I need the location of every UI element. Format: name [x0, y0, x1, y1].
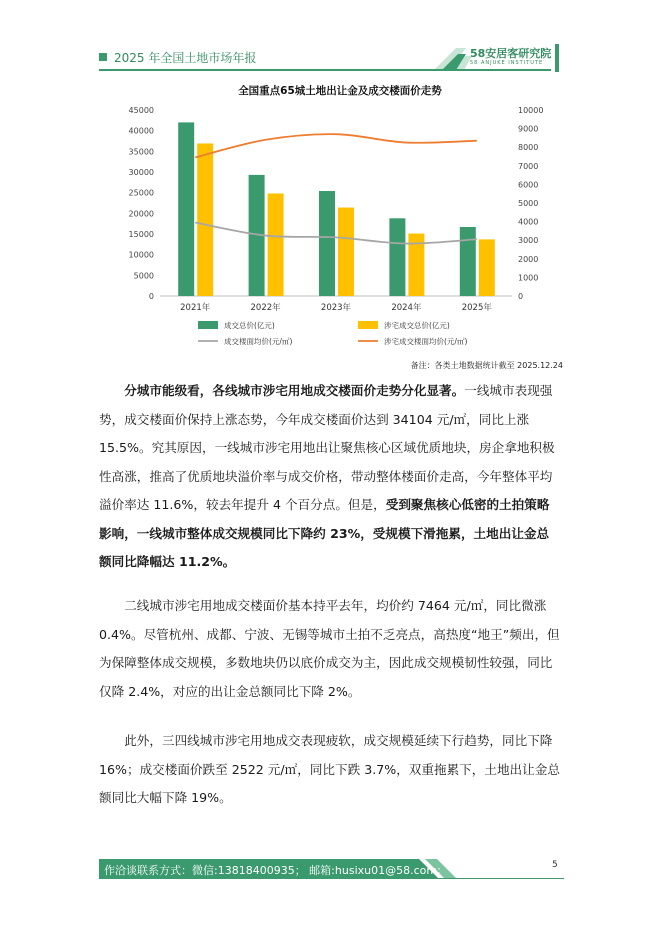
report-title: 2025 年全国土地市场年报	[114, 51, 257, 65]
right-tick-label: 10000	[518, 106, 544, 115]
right-tick-label: 8000	[518, 143, 539, 153]
chart-note: 备注：各类土地数据统计截至 2025.12.24	[410, 361, 563, 370]
legend-label: 成交总价(亿元)	[224, 321, 275, 330]
right-tick-label: 9000	[518, 124, 539, 134]
header-rule	[99, 69, 551, 71]
left-tick-label: 25000	[128, 188, 154, 198]
x-tick-label: 2021年	[180, 303, 211, 313]
right-tick-label: 1000	[518, 273, 539, 283]
bar-residential-price	[268, 193, 284, 296]
x-tick-label: 2024年	[391, 303, 422, 313]
legend-swatch	[198, 321, 218, 329]
left-axis	[129, 106, 154, 301]
bar-residential-price	[338, 208, 354, 296]
x-tick-label: 2025年	[461, 303, 492, 313]
right-axis	[518, 106, 543, 301]
right-tick-label: 6000	[518, 180, 539, 190]
legend-label: 成交楼面均价(元/㎡)	[224, 337, 293, 346]
bar-residential-price	[197, 143, 213, 296]
logo-subtitle: 58 ANJUKE INSTITUTE	[470, 60, 544, 66]
footer-band-rule	[99, 878, 564, 879]
right-tick-label: 7000	[518, 161, 539, 171]
legend-swatch	[358, 321, 378, 329]
paragraph-city-tiers	[99, 377, 561, 577]
bar-total-price	[389, 218, 405, 296]
paragraph-second-tier	[99, 592, 561, 706]
right-tick-label: 5000	[518, 199, 539, 208]
header-side-bar	[555, 44, 559, 72]
logo-text: 58安居客研究院	[470, 47, 552, 60]
legend-label: 涉宅成交楼面均价(元/㎡)	[384, 337, 468, 346]
paragraph-body: 一线城市表现强势，成交楼面价保持上涨态势，今年成交楼面价达到 34104 元/㎡，同比上涨 15.5%。究其原因，一线城市涉宅用地出让聚焦核心区域优质地块，房企拿地积极性高涨，推高了优质地块溢价率与成交价格，带动整体楼面价走高，今年整体平均溢价率达 11.6%，较去年提升 4 个百分点。但是，	[99, 383, 555, 512]
right-tick-label: 0	[518, 292, 524, 301]
left-tick-label: 40000	[128, 126, 154, 136]
chart-legend	[198, 320, 467, 346]
paragraph-second-tier-text: 二线城市涉宅用地成交楼面价基本持平去年，均价约 7464 元/㎡，同比微涨 0.4%。尽管杭州、成都、宁波、无锡等城市土拍不乏亮点，高热度“地王”频出，但为保障整体成交规模，多数地块仍以底价成交为主，因此成交规模韧性较强，同比仅降 2.4%，对应的出让金总额同比下降 2%。	[99, 598, 560, 699]
x-tick-label: 2022年	[250, 303, 281, 313]
land-price-chart	[120, 78, 560, 356]
bar-total-price	[178, 122, 194, 296]
footer-contact: 作洽谈联系方式：微信:13818400935； 邮箱:husixu01@58.com;	[104, 864, 441, 877]
chart-title: 全国重点65城土地出让金及成交楼面价走势	[238, 85, 442, 97]
right-tick-label: 2000	[518, 254, 539, 264]
right-tick-label: 3000	[518, 236, 539, 246]
line-residential-floor-price	[195, 134, 477, 157]
x-tick-label: 2023年	[320, 303, 352, 313]
bar-total-price	[319, 191, 335, 296]
x-axis-labels	[180, 302, 492, 313]
legend-label: 涉宅成交总价(亿元)	[384, 321, 450, 330]
left-tick-label: 20000	[128, 209, 154, 219]
right-tick-label: 4000	[518, 217, 539, 227]
line-series	[195, 134, 477, 243]
left-tick-label: 15000	[128, 230, 154, 239]
paragraph-third-tier	[99, 727, 561, 813]
left-tick-label: 5000	[133, 271, 154, 281]
left-tick-label: 10000	[128, 250, 154, 260]
bar-residential-price	[479, 239, 495, 296]
paragraph-emphasis: 受到聚焦核心低密的土拍策略影响，一线城市整体成交规模同比下降约 23%，受规模下滑拖累，土地出让金总额同比降幅达 11.2%。	[99, 497, 550, 569]
left-tick-label: 0	[148, 292, 154, 301]
left-tick-label: 45000	[128, 106, 154, 115]
line-avg-floor-price	[195, 223, 477, 244]
left-tick-label: 35000	[128, 147, 154, 157]
left-tick-label: 30000	[128, 168, 154, 177]
bar-total-price	[460, 227, 476, 296]
page-number: 5	[552, 860, 558, 870]
paragraph-third-tier-text: 此外，三四线城市涉宅用地成交表现疲软，成交规模延续下行趋势，同比下降 16%；成交楼面价跌至 2522 元/㎡，同比下跌 3.7%，双重拖累下，土地出让金总额同比大幅下降 19%。	[99, 733, 560, 805]
header-marker	[99, 53, 107, 61]
paragraph-lead: 分城市能级看，各线城市涉宅用地成交楼面价走势分化显著。	[124, 383, 465, 398]
